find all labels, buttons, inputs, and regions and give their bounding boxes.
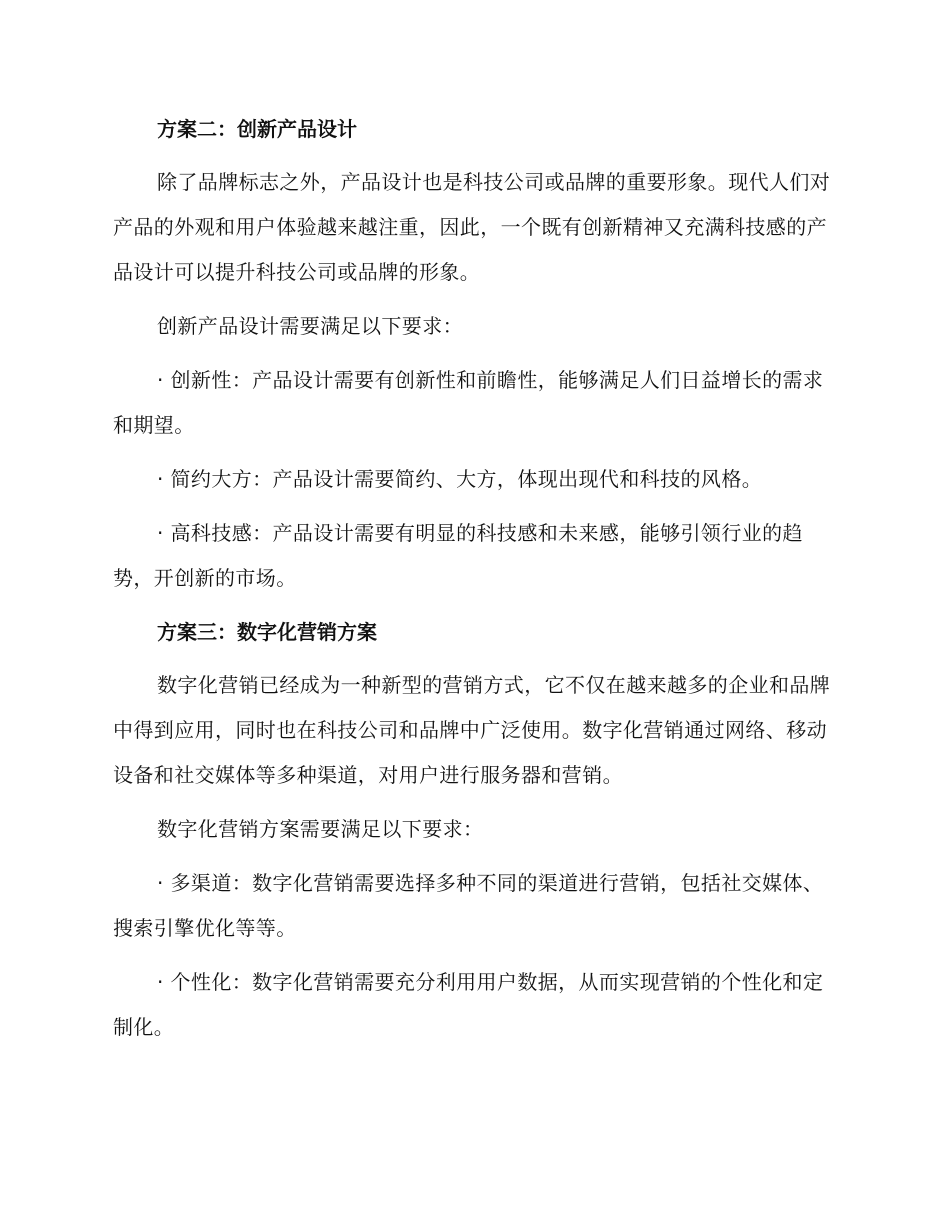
requirement-item-multichannel: · 多渠道：数字化营销需要选择多种不同的渠道进行营销，包括社交媒体、搜索引擎优化等等。 xyxy=(113,871,824,940)
requirement-item-simplicity: · 简约大方：产品设计需要简约、大方，体现出现代和科技的风格。 xyxy=(157,467,763,491)
section-heading-product-design: 方案二：创新产品设计 xyxy=(157,117,357,141)
requirement-item-high-tech: · 高科技感：产品设计需要有明显的科技感和未来感，能够引领行业的趋势，开创新的市场。 xyxy=(113,521,803,590)
requirements-lead-product-design: 创新产品设计需要满足以下要求： xyxy=(157,314,463,338)
requirement-item-innovation: · 创新性：产品设计需要有创新性和前瞻性，能够满足人们日益增长的需求和期望。 xyxy=(113,368,824,437)
requirement-item-personalization: · 个性化：数字化营销需要充分利用用户数据，从而实现营销的个性化和定制化。 xyxy=(113,970,824,1039)
requirements-lead-digital-marketing: 数字化营销方案需要满足以下要求： xyxy=(157,817,484,841)
section-intro-product-design: 除了品牌标志之外，产品设计也是科技公司或品牌的重要形象。现代人们对产品的外观和用户体验越来越注重，因此，一个既有创新精神又充满科技感的产品设计可以提升科技公司或品牌的形象。 xyxy=(113,170,831,284)
section-heading-digital-marketing: 方案三：数字化营销方案 xyxy=(157,620,377,644)
section-intro-digital-marketing: 数字化营销已经成为一种新型的营销方式，它不仅在越来越多的企业和品牌中得到应用，同时也在科技公司和品牌中广泛使用。数字化营销通过网络、移动设备和社交媒体等多种渠道，对用户进行服务器和营销。 xyxy=(113,673,831,787)
document-body xyxy=(113,107,839,1059)
